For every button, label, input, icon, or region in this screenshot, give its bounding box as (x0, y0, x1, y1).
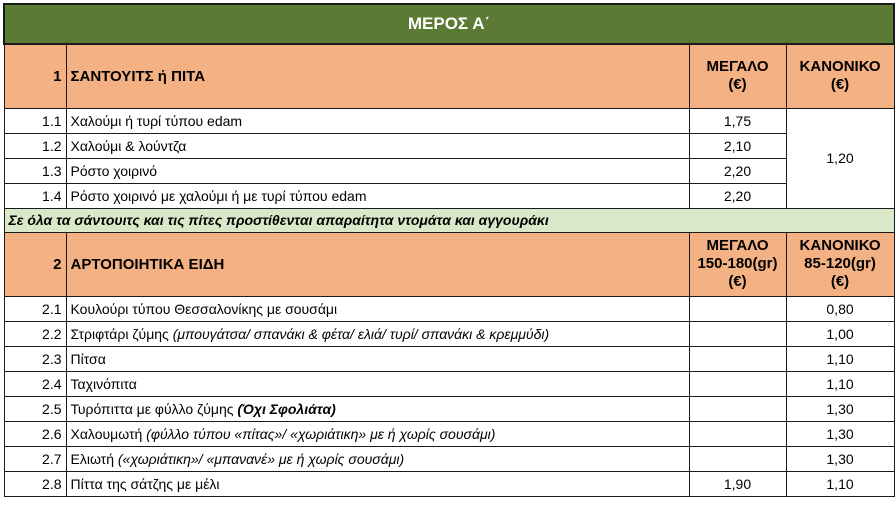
item-detail: (Όχι Σφολιάτα) (237, 400, 336, 417)
price-large: 1,75 (689, 108, 786, 133)
item-name (66, 446, 689, 471)
column-header-line: ΚΑΝΟΝΙΚΟ (799, 237, 881, 254)
section-title: ΣΑΝΤΟΥΙΤΣ ή ΠΙΤΑ (66, 44, 689, 108)
price-normal: 1,10 (786, 371, 894, 396)
item-name-text: Χαλουμωτή (70, 425, 147, 442)
item-name-text: Πίτσα (70, 350, 106, 367)
price-large (689, 396, 786, 421)
table-row (4, 396, 894, 421)
table-row (4, 346, 894, 371)
price-large: 2,20 (689, 158, 786, 183)
item-number: 1.2 (4, 133, 66, 158)
item-name-text: Ελιωτή (70, 450, 118, 467)
column-header-line: (€) (830, 76, 850, 94)
table-row (4, 471, 894, 496)
price-normal: 1,00 (786, 321, 894, 346)
item-name: Ρόστο χοιρινό (66, 158, 689, 183)
table-row (4, 371, 894, 396)
table-row (4, 158, 894, 183)
section-number: 2 (4, 232, 66, 296)
item-name (66, 346, 689, 371)
price-normal-shared: 1,20 (786, 108, 894, 208)
table-row (4, 108, 894, 133)
item-name-text: Τυρόπιττα με φύλλο ζύμης (70, 400, 238, 417)
item-name (66, 371, 689, 396)
price-normal: 0,80 (786, 296, 894, 321)
price-table (3, 3, 895, 497)
item-detail: (φύλλο τύπου «πίτας»/ «χωριάτικη» με ή χωρίς σουσάμι) (146, 425, 496, 442)
item-number: 2.4 (4, 371, 66, 396)
item-detail: («χωριάτικη»/ «μπανανέ» με ή χωρίς σουσάμι) (117, 450, 405, 467)
item-name-text: Στριφτάρι ζύμης (70, 325, 173, 342)
item-name (66, 471, 689, 496)
item-name: Χαλούμι ή τυρί τύπου edam (66, 108, 689, 133)
item-name-text: Πίττα της σάτζης με μέλι (70, 475, 220, 492)
column-header-line: ΜΕΓΑΛΟ (706, 237, 769, 254)
price-large (689, 346, 786, 371)
item-name (66, 321, 689, 346)
item-number: 1.4 (4, 183, 66, 208)
price-large (689, 371, 786, 396)
price-large (689, 421, 786, 446)
note-row: Σε όλα τα σάντουιτς και τις πίτες προστίθενται απαραίτητα ντομάτα και αγγουράκι (4, 208, 894, 232)
column-header-line: (€) (830, 273, 850, 290)
column-header-line: ΜΕΓΑΛΟ (706, 58, 769, 76)
item-number: 1.1 (4, 108, 66, 133)
item-number: 2.3 (4, 346, 66, 371)
column-header-line: (€) (728, 76, 747, 94)
item-name-text: Κουλούρι τύπου Θεσσαλονίκης με σουσάμι (70, 300, 338, 317)
column-header-large (689, 232, 786, 296)
table-row (4, 133, 894, 158)
item-number: 1.3 (4, 158, 66, 183)
column-header-line: (€) (728, 273, 747, 290)
table-row (4, 183, 894, 208)
table-title: ΜΕΡΟΣ Α΄ (4, 4, 894, 44)
price-large: 2,10 (689, 133, 786, 158)
item-number: 2.6 (4, 421, 66, 446)
column-header-line: 150-180(gr) (697, 255, 778, 272)
price-large (689, 321, 786, 346)
price-large: 1,90 (689, 471, 786, 496)
column-header-line: ΚΑΝΟΝΙΚΟ (799, 58, 881, 76)
item-name (66, 421, 689, 446)
table-row (4, 321, 894, 346)
item-name (66, 296, 689, 321)
column-header-line: 85-120(gr) (804, 255, 876, 272)
price-large (689, 446, 786, 471)
item-detail: (μπουγάτσα/ σπανάκι & φέτα/ ελιά/ τυρί/ σπανάκι & κρεμμύδι) (172, 325, 550, 342)
price-normal: 1,30 (786, 421, 894, 446)
column-header-large (689, 44, 786, 108)
item-number: 2.5 (4, 396, 66, 421)
price-normal: 1,10 (786, 471, 894, 496)
column-header-normal (786, 44, 894, 108)
item-name-text: Ταχινόπιτα (70, 375, 137, 392)
table-row (4, 421, 894, 446)
section-number: 1 (4, 44, 66, 108)
column-header-normal (786, 232, 894, 296)
price-normal: 1,10 (786, 346, 894, 371)
price-large (689, 296, 786, 321)
item-number: 2.8 (4, 471, 66, 496)
price-large: 2,20 (689, 183, 786, 208)
table-row (4, 296, 894, 321)
price-normal: 1,30 (786, 446, 894, 471)
item-number: 2.7 (4, 446, 66, 471)
item-number: 2.1 (4, 296, 66, 321)
price-normal: 1,30 (786, 396, 894, 421)
item-name: Ρόστο χοιρινό με χαλούμι ή με τυρί τύπου edam (66, 183, 689, 208)
item-name: Χαλούμι & λούντζα (66, 133, 689, 158)
section-title: ΑΡΤΟΠΟΙΗΤΙΚΑ ΕΙΔΗ (66, 232, 689, 296)
item-name (66, 396, 689, 421)
table-row (4, 446, 894, 471)
item-number: 2.2 (4, 321, 66, 346)
